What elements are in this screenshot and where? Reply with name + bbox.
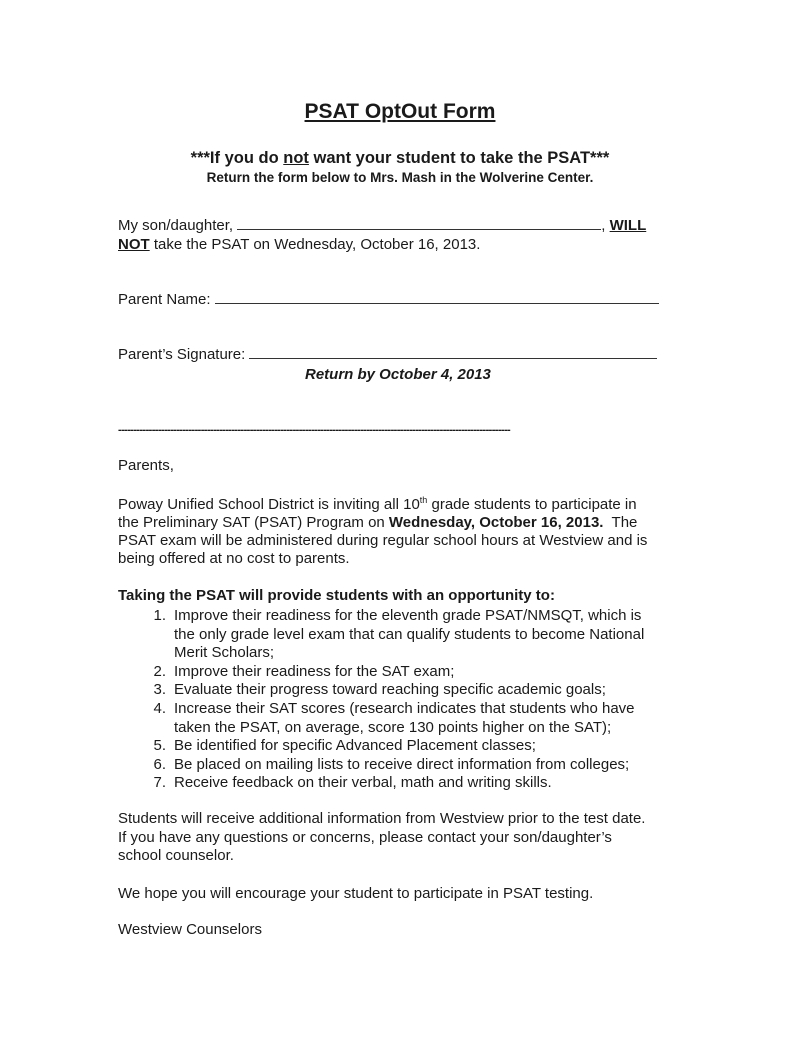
signoff: Westview Counselors bbox=[118, 921, 262, 938]
subtitle-post: want your student to take the PSAT*** bbox=[308, 149, 610, 167]
list-item bbox=[144, 737, 536, 755]
student-line-2 bbox=[118, 236, 480, 254]
subtitle-not: not bbox=[283, 149, 309, 167]
parent-name-field[interactable] bbox=[215, 291, 659, 304]
list-item-text: the only grade level exam that can qualify students to become National bbox=[174, 625, 645, 643]
form-title: PSAT OptOut Form bbox=[304, 100, 496, 123]
list-item bbox=[144, 774, 552, 792]
cut-line: -------------------------------------------------------------------------------------------------------------------------------- bbox=[118, 424, 511, 436]
list-number: 7. bbox=[153, 774, 166, 792]
para3: We hope you will encourage your student to participate in PSAT testing. bbox=[118, 885, 594, 902]
not-text: NOT bbox=[118, 236, 150, 253]
test-date-text: take the PSAT on Wednesday, October 16, 2013. bbox=[149, 236, 481, 253]
list-item-text: Evaluate their progress toward reaching specific academic goals; bbox=[174, 681, 606, 699]
signature-field[interactable] bbox=[249, 346, 657, 359]
comma: , bbox=[601, 217, 606, 234]
list-item bbox=[144, 681, 606, 699]
list-item-text: Receive feedback on their verbal, math and writing skills. bbox=[174, 774, 552, 792]
list-item bbox=[144, 607, 641, 625]
list-item-text: Increase their SAT scores (research indicates that students who have bbox=[174, 700, 635, 717]
para2-line3: school counselor. bbox=[118, 847, 234, 864]
p1-text: The bbox=[603, 514, 638, 531]
instruction: Return the form below to Mrs. Mash in the Wolverine Center. bbox=[206, 170, 594, 185]
list-item bbox=[144, 756, 629, 774]
list-item-text: Be identified for specific Advanced Placement classes; bbox=[174, 737, 536, 755]
para1-line3: PSAT exam will be administered during regular school hours at Westview and is bbox=[118, 532, 648, 549]
list-number: 4. bbox=[153, 700, 166, 717]
student-name-field[interactable] bbox=[237, 217, 601, 230]
list-item bbox=[144, 663, 454, 681]
parent-name-line bbox=[118, 291, 659, 309]
p1-text: grade students to participate in bbox=[427, 496, 637, 513]
signature-label: Parent’s Signature: bbox=[118, 346, 246, 363]
list-item bbox=[174, 719, 611, 737]
para1-line4: being offered at no cost to parents. bbox=[118, 550, 350, 567]
list-number: 2. bbox=[153, 662, 166, 680]
para2-line1: Students will receive additional information from Westview prior to the test date. bbox=[118, 810, 646, 827]
list-item bbox=[174, 644, 274, 662]
para1-line2 bbox=[118, 514, 637, 532]
list-item bbox=[174, 626, 644, 644]
p1-text: Poway Unified School District is inviting all 10 bbox=[118, 496, 420, 513]
son-label: My son/daughter, bbox=[118, 217, 234, 234]
list-item-text: Be placed on mailing lists to receive direct information from colleges; bbox=[174, 755, 630, 773]
signature-line bbox=[118, 346, 657, 364]
list-item-text: Merit Scholars; bbox=[174, 644, 275, 662]
list-item-text: taken the PSAT, on average, score 130 points higher on the SAT); bbox=[174, 718, 612, 736]
list-item-text: Improve their readiness for the eleventh grade PSAT/NMSQT, which is bbox=[174, 607, 642, 624]
list-item-text: Improve their readiness for the SAT exam; bbox=[174, 662, 455, 680]
list-number: 5. bbox=[153, 737, 166, 755]
p1-date: Wednesday, October 16, 2013. bbox=[388, 514, 604, 531]
subtitle-pre: ***If you do bbox=[190, 149, 284, 167]
list-heading: Taking the PSAT will provide students with an opportunity to: bbox=[118, 587, 555, 604]
student-line bbox=[118, 217, 646, 235]
p1-text: the Preliminary SAT (PSAT) Program on bbox=[118, 514, 389, 531]
para2-line2: If you have any questions or concerns, please contact your son/daughter’s bbox=[118, 829, 612, 846]
return-by: Return by October 4, 2013 bbox=[305, 366, 491, 383]
superscript: th bbox=[419, 495, 428, 505]
parent-name-label: Parent Name: bbox=[118, 291, 211, 308]
will-text: WILL bbox=[609, 217, 647, 234]
list-number: 1. bbox=[153, 607, 166, 624]
list-number: 3. bbox=[153, 681, 166, 699]
list-number: 6. bbox=[153, 755, 166, 773]
para1-line1 bbox=[118, 496, 637, 514]
greeting: Parents, bbox=[118, 457, 174, 474]
subtitle bbox=[0, 148, 800, 168]
list-item bbox=[144, 700, 635, 718]
